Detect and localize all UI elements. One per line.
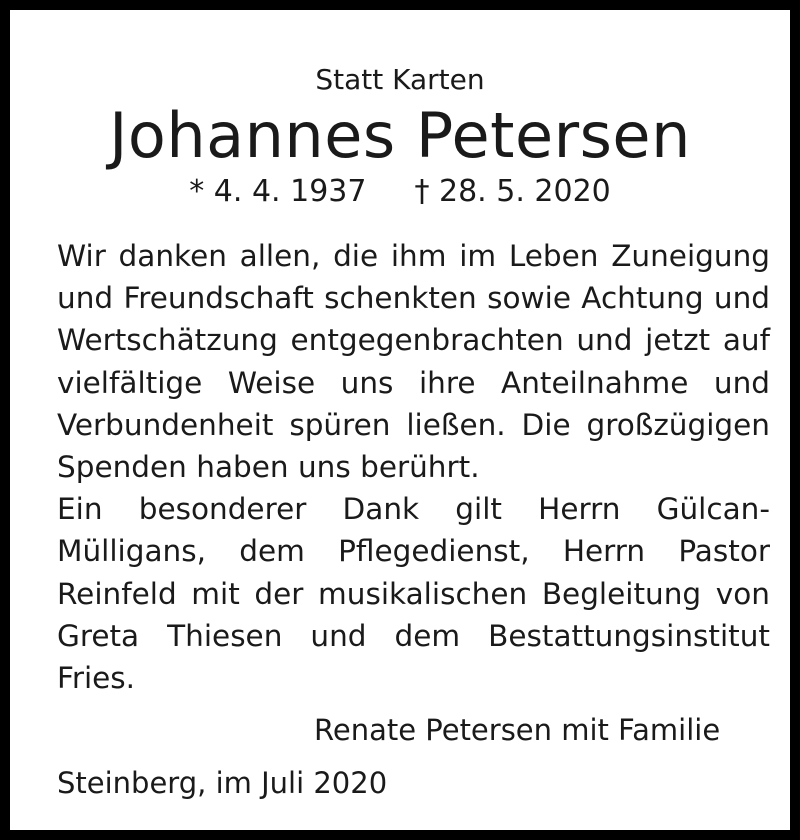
special-thanks-paragraph: Ein besonderer Dank gilt Herrn Gülcan-Mülligans, dem Pflegedienst, Herrn Pastor Reinfeld mit der musikalischen Begleitung von Greta Thiesen und dem Bestattungsinstitut Fries. bbox=[57, 492, 770, 696]
death-date: † 28. 5. 2020 bbox=[414, 174, 611, 209]
intro-line: Statt Karten bbox=[315, 63, 485, 96]
message-body bbox=[57, 235, 770, 699]
signature: Renate Petersen mit Familie bbox=[314, 713, 721, 747]
life-dates bbox=[10, 172, 790, 212]
birth-date: * 4. 4. 1937 bbox=[189, 174, 367, 209]
place-and-date: Steinberg, im Juli 2020 bbox=[57, 766, 388, 800]
thanks-paragraph: Wir danken allen, die ihm im Leben Zuneigung und Freundschaft schenkten sowie Achtung und Wertschätzung entgegenbrachten und jetzt auf vielfältige Weise uns ihre Anteilnahme und Verbundenheit spüren ließen. Die großzügigen Spenden haben uns berührt. bbox=[57, 239, 770, 485]
deceased-name: Johannes Petersen bbox=[109, 99, 691, 172]
